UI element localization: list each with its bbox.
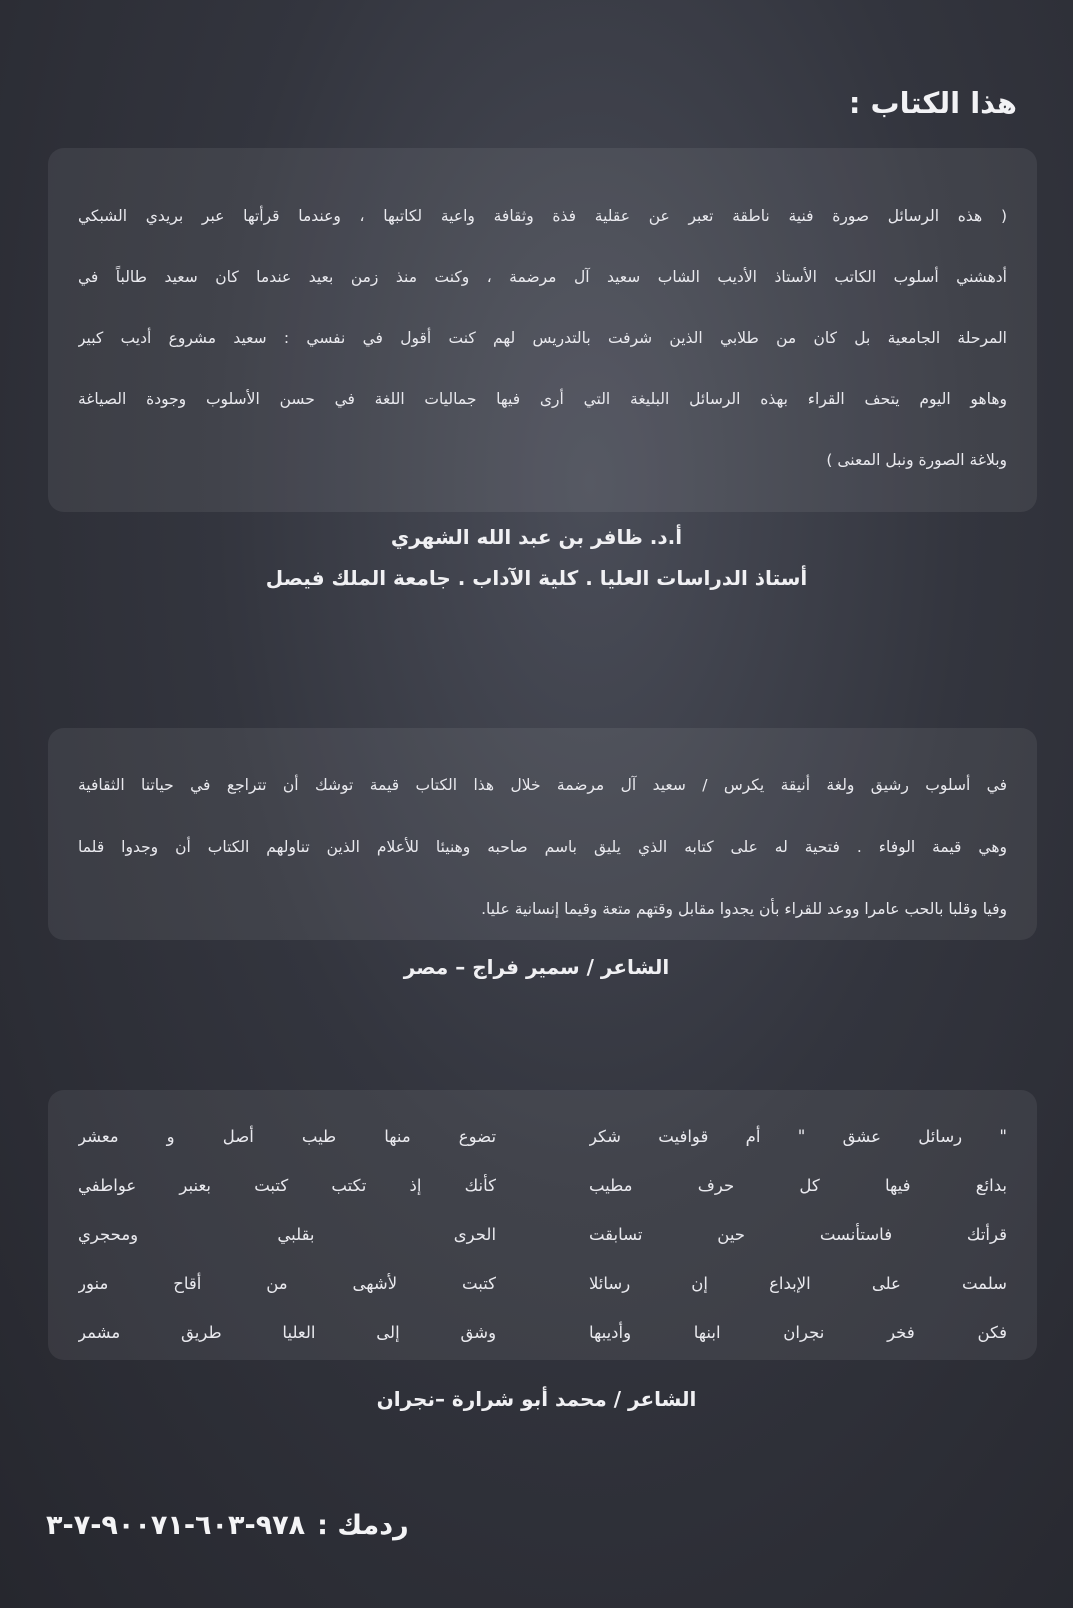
poem-hemistich-second: تضوع منها طيب أصل و معشر — [78, 1127, 497, 1146]
poem-verse — [78, 1259, 1007, 1308]
review-1-line: المرحلة الجامعية بل كان من طلابي الذين شرفت بالتدريس لهم كنت أقول في نفسي : سعيد مشروع أديب كبير — [78, 329, 1007, 347]
section-heading: هذا الكتاب : — [848, 86, 1017, 120]
poem-hemistich-first: قرأتك فاستأنست حين تسابقت — [588, 1225, 1007, 1244]
poem-hemistich-second: وشق إلى العليا طريق مشمر — [78, 1323, 497, 1342]
poem-hemistich-first: سلمت على الإبداع إن رسائلا — [588, 1274, 1007, 1293]
poem-verse — [78, 1308, 1007, 1357]
poem-hemistich-first: " رسائل عشق " أم قوافيت شكر — [588, 1127, 1007, 1146]
poem-hemistich-second: كتبت لأشهى من أقاح منور — [78, 1274, 497, 1293]
review-1-author: أ.د. ظافر بن عبد الله الشهري — [390, 525, 683, 549]
poem-hemistich-first: فكن فخر نجران ابنها وأديبها — [588, 1323, 1007, 1342]
review-2-line: وفيا وقلبا بالحب عامرا ووعد للقراء بأن يجدوا مقابل وقتهم متعة وقيما إنسانية عليا. — [481, 900, 1007, 918]
review-1-line: وبلاغة الصورة ونبل المعنى ) — [826, 451, 1007, 469]
isbn — [46, 1510, 409, 1541]
review-panel-2 — [48, 728, 1037, 940]
review-2-line: في أسلوب رشيق ولغة أنيقة يكرس / سعيد آل مرضمة خلال هذا الكتاب قيمة توشك أن تتراجع في حياتنا الثقافية — [78, 776, 1007, 794]
poem-verse — [78, 1210, 1007, 1259]
review-1-line: أدهشني أسلوب الكاتب الأستاذ الأديب الشاب سعيد آل مرضمة ، وكنت منذ زمن بعيد عندما كان سعيد طالباً في — [78, 268, 1007, 286]
review-panel-1 — [48, 148, 1037, 512]
poem-hemistich-first: بدائع فيها كل حرف مطيب — [588, 1176, 1007, 1195]
isbn-value: ٩٧٨-٦٠٣-٩٠٠٧١-٧-٣ — [46, 1510, 306, 1541]
poem-author: الشاعر / محمد أبو شرارة –نجران — [376, 1387, 697, 1411]
poem-panel — [48, 1090, 1037, 1360]
poem-verse — [78, 1161, 1007, 1210]
review-1-line: وهاهو اليوم يتحف القراء بهذه الرسائل البليغة التي أرى فيها جماليات اللغة في حسن الأسلوب وجودة الصياغة — [78, 390, 1007, 408]
review-2-author: الشاعر / سمير فراج – مصر — [403, 955, 670, 979]
poem-verse — [78, 1112, 1007, 1161]
isbn-label: ردمك : — [317, 1510, 409, 1541]
review-1-line: ( هذه الرسائل صورة فنية ناطقة تعبر عن عقلية فذة وثقافة واعية لكاتبها ، وعندما قرأتها عبر بريدي الشبكي — [78, 207, 1007, 225]
poem-hemistich-second: الحرى بقلبي ومحجري — [78, 1225, 497, 1244]
review-1-author-title: أستاذ الدراسات العليا . كلية الآداب . جامعة الملك فيصل — [265, 566, 808, 590]
poem-hemistich-second: كأنك إذ تكتب كتبت بعنبر عواطفي — [78, 1176, 497, 1195]
review-2-line: وهي قيمة الوفاء . فتحية له على كتابه الذي يليق باسم صاحبه وهنيئا للأعلام الذين تناولهم الكتاب أن وجدوا قلما — [78, 838, 1007, 856]
